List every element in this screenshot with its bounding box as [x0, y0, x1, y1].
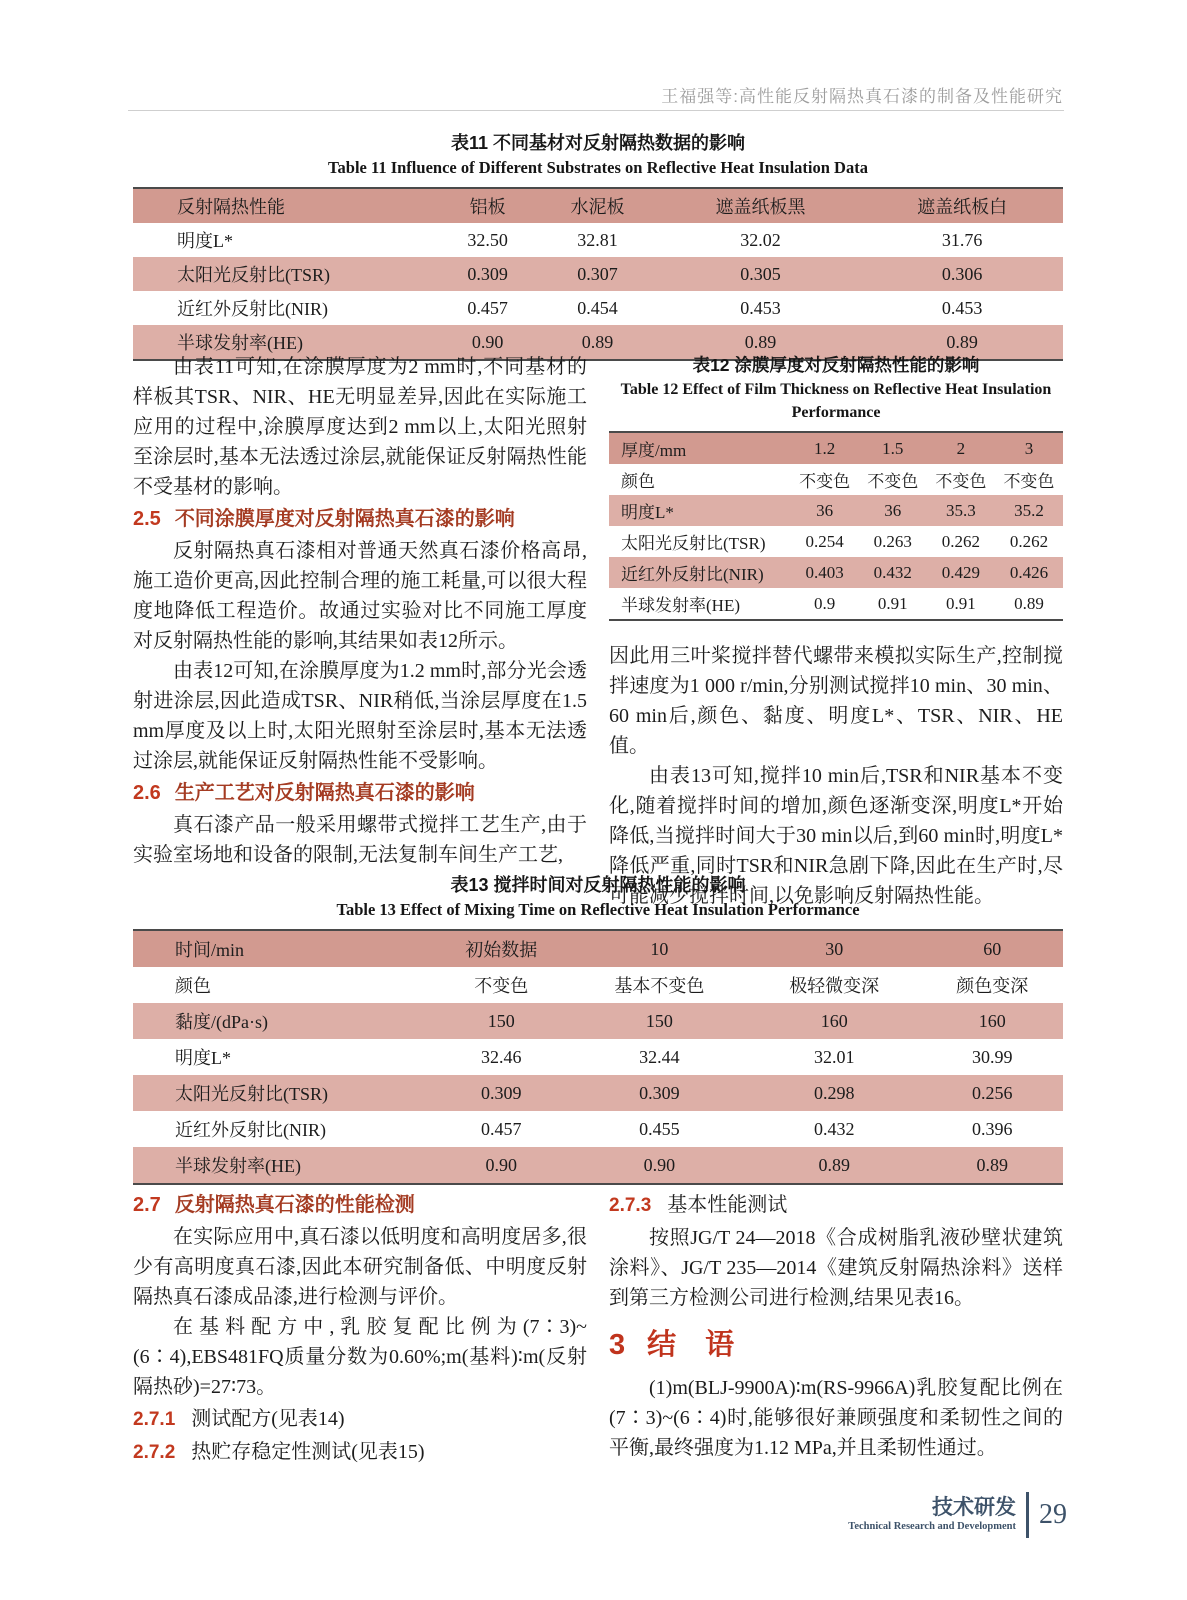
table-cell: 明度L*: [177, 231, 233, 251]
page-footer: [848, 1492, 1067, 1538]
table-row: [133, 1111, 1063, 1147]
table-header-row: [133, 188, 1063, 223]
table-header-cell: 10: [650, 938, 669, 959]
table-header-cell: 初始数据: [465, 940, 538, 960]
paragraph-2-5-a: 反射隔热真石漆相对普通天然真石漆价格高昂,施工造价更高,因此控制合理的施工耗量,可以很大程度地降低工程造价。故通过实验对比不同施工厚度对反射隔热性能的影响,其结果如表12所示。: [133, 540, 587, 652]
paragraph-conclusion-1: (1)m(BLJ-9900A)∶m(RS-9966A)乳胶复配比例在(7∶3)~(6∶4)时,能够很好兼顾强度和柔韧性之间的平衡,最终强度为1.12 MPa,并且柔韧性通过。: [609, 1377, 1063, 1459]
paragraph-after-table11: 由表11可知,在涂膜厚度为2 mm时,不同基材的样板其TSR、NIR、HE无明显差异,因此在实际施工应用的过程中,涂膜厚度达到2 mm以上,太阳光照射至涂层时,基本无法透过涂层,就能保证反射隔热性能不受基材的影响。: [133, 356, 587, 498]
table-cell: 32.44: [639, 1046, 680, 1067]
table-row: [133, 291, 1063, 325]
table-cell: 明度L*: [621, 503, 674, 522]
table-cell: 0.90: [485, 1154, 518, 1175]
subsection-heading-2-7-1: [133, 1404, 587, 1435]
table-cell: 31.76: [941, 229, 983, 250]
table-header-cell: 30: [825, 938, 844, 959]
table-cell: 太阳光反射比(TSR): [621, 534, 766, 553]
table-cell: 颜色: [621, 472, 655, 491]
table-cell: 0.262: [941, 531, 980, 551]
table-cell: 150: [645, 1010, 673, 1031]
table-cell: 0.89: [946, 331, 978, 352]
table-cell: 0.89: [976, 1154, 1009, 1175]
table-cell: 32.46: [481, 1046, 522, 1067]
paragraph-2-7-3: 按照JG/T 24—2018《合成树脂乳液砂壁状建筑涂料》、JG/T 235—2014《建筑反射隔热涂料》送样到第三方检测公司进行检测,结果见表16。: [609, 1227, 1063, 1309]
table-header-cell: 1.5: [882, 438, 904, 458]
table12-title-cn: 表12 涂膜厚度对反射隔热性能的影响: [692, 355, 980, 375]
header-divider: [128, 110, 1064, 111]
table-cell: 不变色: [867, 472, 919, 491]
table-header-cell: 反射隔热性能: [177, 197, 285, 217]
table-header-row: [609, 432, 1063, 464]
table-cell: 160: [978, 1010, 1006, 1031]
table-cell: 0.263: [873, 531, 912, 551]
table-row: [609, 495, 1063, 526]
section-number: 3: [609, 1329, 626, 1361]
table-cell: 36: [816, 500, 834, 520]
table-cell: 太阳光反射比(TSR): [175, 1084, 328, 1104]
footer-section-labels: [848, 1496, 1016, 1534]
table-cell: 近红外反射比(NIR): [175, 1120, 326, 1140]
table-cell: 0.306: [941, 263, 983, 284]
table11-block: [133, 130, 1063, 361]
table13-block: [133, 872, 1063, 1185]
table-cell: 不变色: [799, 472, 851, 491]
footer-section-en: Technical Research and Development: [848, 1521, 1016, 1532]
table-cell: 160: [820, 1010, 848, 1031]
section-heading-2-7: [133, 1191, 587, 1220]
table-cell: 0.453: [740, 297, 781, 318]
table12-title-en: Table 12 Effect of Film Thickness on Reflective Heat Insulation Performance: [620, 381, 1052, 421]
table-cell: 0.426: [1009, 562, 1049, 582]
table-cell: 32.02: [740, 229, 781, 250]
table-cell: 35.3: [945, 500, 976, 520]
paragraph-mixing-1: 因此用三叶桨搅拌替代螺带来模拟实际生产,控制搅拌速度为1 000 r/min,分别测试搅拌10 min、30 min、60 min后,颜色、黏度、明度L*、TSR、NIR、HE值。: [609, 645, 1063, 757]
table11: [133, 187, 1063, 361]
table-cell: 30.99: [972, 1046, 1013, 1067]
table-row: [609, 526, 1063, 557]
table-header-row: [133, 930, 1063, 967]
table-cell: 32.50: [467, 229, 508, 250]
table-cell: 0.307: [577, 263, 618, 284]
table-cell: 0.254: [805, 531, 844, 551]
table-header-cell: 时间/min: [175, 940, 245, 960]
table-cell: 32.01: [813, 1046, 855, 1067]
subsection-heading-2-7-3: [609, 1190, 1063, 1221]
table-cell: 不变色: [1003, 472, 1055, 491]
table-cell: 半球发射率(HE): [177, 333, 303, 353]
paragraph-2-5-b: 由表12可知,在涂膜厚度为1.2 mm时,部分光会透射进涂层,因此造成TSR、NIR稍低,当涂层厚度在1.5 mm厚度及以上时,太阳光照射至涂层时,基本无法透过涂层,就能保证反射隔热性能不受影响。: [133, 660, 587, 772]
table-row: [133, 223, 1063, 257]
table-cell: 150: [487, 1010, 515, 1031]
section-heading-2-5: [133, 505, 587, 534]
section-title: 不同涂膜厚度对反射隔热真石漆的影响: [174, 508, 515, 530]
section-title: 结 语: [647, 1329, 735, 1361]
table-cell: 0.396: [972, 1118, 1013, 1139]
table13-title-en: Table 13 Effect of Mixing Time on Reflective Heat Insulation Performance: [336, 900, 860, 919]
table-cell: 0.403: [805, 562, 844, 582]
paragraph-2-7-a: 在实际应用中,真石漆以低明度和高明度居多,很少有高明度真石漆,因此本研究制备低、中明度反射隔热真石漆成品漆,进行检测与评价。: [133, 1226, 587, 1308]
table-cell: 0.298: [813, 1082, 855, 1103]
table-row: [609, 464, 1063, 495]
table-cell: 近红外反射比(NIR): [177, 299, 328, 319]
table-header-cell: 1.2: [814, 438, 836, 458]
table-cell: 0.454: [577, 297, 618, 318]
section-title: 生产工艺对反射隔热真石漆的影响: [174, 782, 475, 804]
lower-right-column: [609, 1188, 1063, 1470]
lower-two-column-area: [133, 1188, 1063, 1470]
table-cell: 36: [884, 500, 902, 520]
table-cell: 颜色变深: [956, 976, 1029, 996]
subsection-title: 基本性能测试: [667, 1194, 788, 1216]
table12-block: [609, 352, 1063, 621]
table-row: [609, 557, 1063, 588]
table-cell: 0.89: [1014, 593, 1044, 613]
table-cell: 太阳光反射比(TSR): [177, 265, 330, 285]
table-cell: 明度L*: [175, 1048, 231, 1068]
table-row: [133, 1075, 1063, 1111]
table-cell: 0.457: [467, 297, 508, 318]
paragraph-2-6: 真石漆产品一般采用螺带式搅拌工艺生产,由于实验室场地和设备的限制,无法复制车间生产工艺,: [133, 814, 587, 866]
table12: [609, 431, 1063, 621]
table-cell: 基本不变色: [614, 976, 705, 996]
table-cell: 0.256: [972, 1082, 1013, 1103]
table-cell: 0.262: [1009, 531, 1049, 551]
subsection-title: 测试配方(见表14): [191, 1408, 345, 1430]
table-cell: 0.432: [873, 562, 912, 582]
table-cell: 不变色: [474, 976, 529, 996]
section-heading-2-6: [133, 779, 587, 808]
subsection-heading-2-7-2: [133, 1437, 587, 1468]
running-header-title: 王福强等:高性能反射隔热真石漆的制备及性能研究: [661, 87, 1063, 106]
upper-two-column-area: [133, 352, 1063, 911]
table-header-cell: 水泥板: [570, 197, 625, 217]
page-number: 29: [1039, 1499, 1067, 1530]
table-cell: 0.309: [481, 1082, 522, 1103]
table-row: [133, 1039, 1063, 1075]
table-header-cell: 60: [983, 938, 1002, 959]
table-cell: 0.455: [639, 1118, 680, 1139]
table-cell: 0.432: [813, 1118, 855, 1139]
table-cell: 0.89: [581, 331, 614, 352]
table-cell: 0.309: [467, 263, 508, 284]
table-cell: 0.89: [818, 1154, 850, 1175]
section-number: 2.7: [133, 1194, 161, 1216]
table-header-cell: 厚度/mm: [621, 441, 687, 460]
paragraph-mixing-2: 由表13可知,搅拌10 min后,TSR和NIR基本不变化,随着搅拌时间的增加,颜色逐渐变深,明度L*开始降低,当搅拌时间大于30 min以后,到60 min时,明度L*降低严重,同时TSR和NIR急剧下降,因此在生产时,尽可能减少搅拌时间,以免影响反射隔热性能。: [609, 765, 1063, 907]
upper-left-column: [133, 352, 587, 911]
table-cell: 不变色: [935, 472, 987, 491]
subsection-number: 2.7.2: [133, 1442, 176, 1463]
table-cell: 0.91: [877, 593, 908, 613]
table-cell: 0.9: [814, 593, 836, 613]
table-header-cell: 铝板: [469, 197, 506, 217]
subsection-title: 热贮存稳定性测试(见表15): [191, 1441, 425, 1463]
section-number: 2.6: [133, 782, 161, 804]
table-cell: 0.90: [643, 1154, 676, 1175]
table-cell: 0.89: [744, 331, 777, 352]
table13-title-cn: 表13 搅拌时间对反射隔热性能的影响: [450, 875, 746, 895]
paragraph-2-7-b: 在基料配方中,乳胶复配比例为(7∶3)~(6∶4),EBS481FQ质量分数为0.60%;m(基料)∶m(反射隔热砂)=27∶73。: [133, 1316, 587, 1398]
table-cell: 黏度/(dPa·s): [175, 1012, 268, 1032]
table11-title-cn: 表11 不同基材对反射隔热数据的影响: [450, 133, 746, 153]
section-number: 2.5: [133, 508, 161, 530]
table-cell: 0.91: [945, 593, 976, 613]
table-cell: 0.429: [941, 562, 980, 582]
upper-right-column: [609, 352, 1063, 911]
table-cell: 颜色: [175, 976, 211, 996]
table-row: [133, 257, 1063, 291]
table-header-cell: 3: [1024, 438, 1034, 458]
table11-title-en: Table 11 Influence of Different Substrates on Reflective Heat Insulation Data: [328, 158, 868, 177]
table-cell: 近红外反射比(NIR): [621, 565, 764, 584]
table-cell: 0.309: [639, 1082, 680, 1103]
table-row: [133, 1003, 1063, 1039]
table-row: [133, 967, 1063, 1003]
table-cell: 0.457: [481, 1118, 522, 1139]
subsection-number: 2.7.1: [133, 1409, 176, 1430]
table-cell: 32.81: [577, 229, 618, 250]
table-cell: 0.453: [941, 297, 983, 318]
footer-section-cn: 技术研发: [932, 1496, 1016, 1519]
table13: [133, 929, 1063, 1185]
table-cell: 半球发射率(HE): [175, 1156, 301, 1176]
table-row: [609, 588, 1063, 620]
table-cell: 35.2: [1014, 500, 1044, 520]
section-heading-3-conclusion: [609, 1327, 1063, 1363]
table-cell: 半球发射率(HE): [621, 596, 740, 615]
table-cell: 0.305: [740, 263, 781, 284]
table-header-cell: 2: [956, 438, 966, 458]
section-title: 反射隔热真石漆的性能检测: [174, 1194, 415, 1216]
table-header-cell: 遮盖纸板黑: [715, 197, 806, 217]
subsection-number: 2.7.3: [609, 1195, 652, 1216]
table-cell: 极轻微变深: [789, 976, 880, 996]
table-row: [133, 1147, 1063, 1184]
table-cell: 0.90: [471, 331, 504, 352]
lower-left-column: [133, 1188, 587, 1470]
table-header-cell: 遮盖纸板白: [917, 197, 1008, 217]
footer-divider: [1026, 1492, 1029, 1538]
